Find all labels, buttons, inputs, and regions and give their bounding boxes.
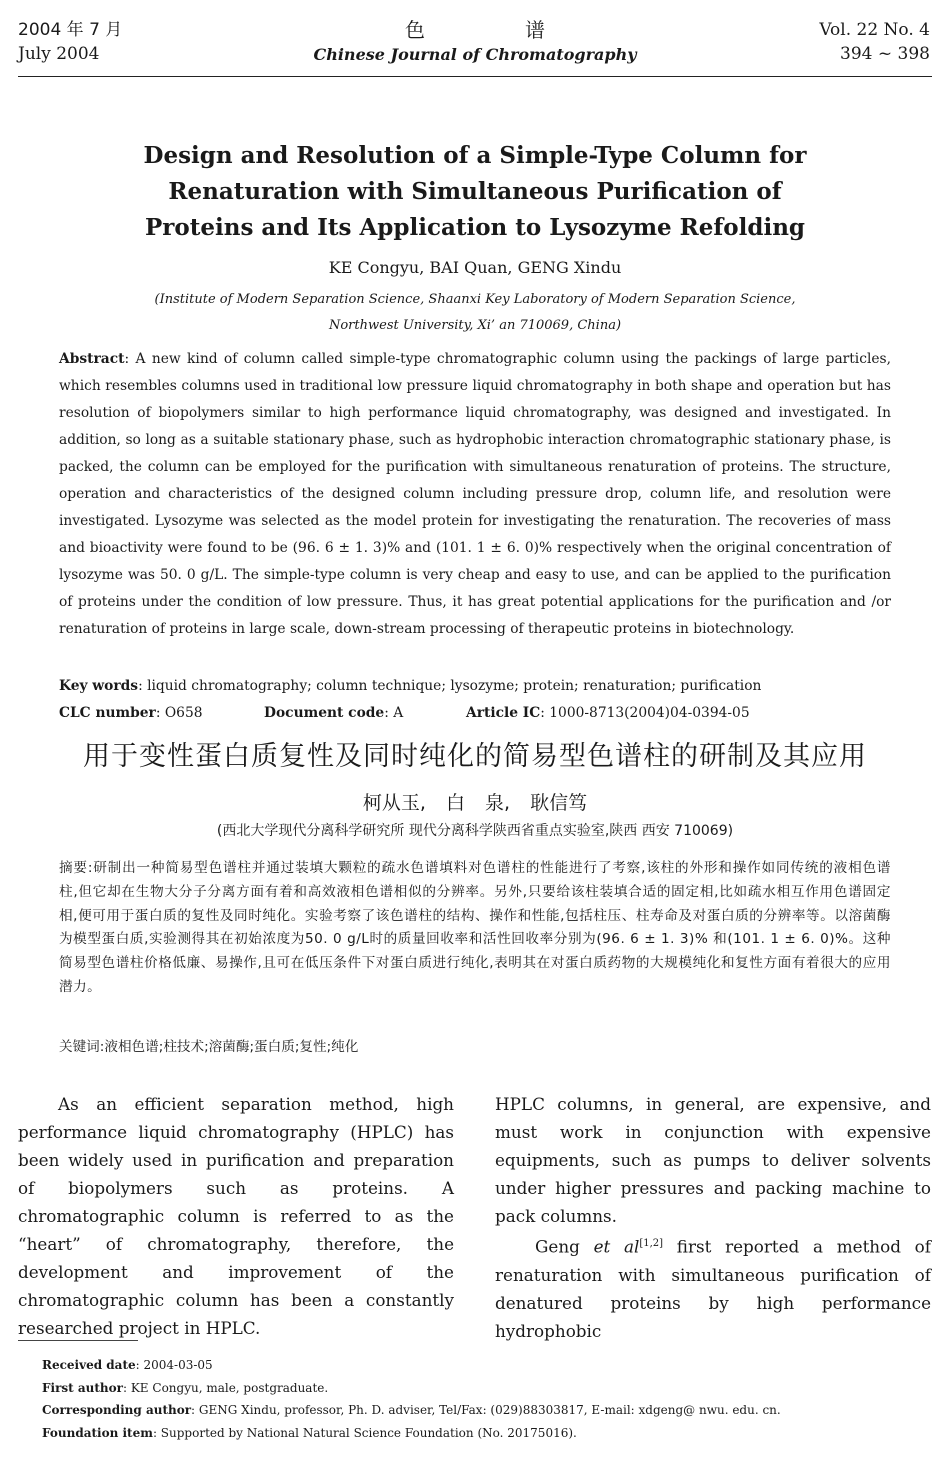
header-right (819, 18, 930, 66)
intro-paragraph-3 (495, 1230, 931, 1345)
keywords-label: Key words (59, 678, 139, 694)
issue-date-cn: 2004 年 7 月 (18, 20, 123, 40)
affiliation-line-2: Northwest University, Xi’ an 710069, China) (328, 318, 622, 333)
abstract-cn: 摘要:研制出一种简易型色谱柱并通过装填大颗粒的疏水色谱填料对色谱柱的性能进行了考察,该柱的外形和操作如同传统的液相色谱柱,但它却在生物大分子分离方面有着和高效液相色谱相似的分辨率。另外,只要给该柱装填合适的固定相,比如疏水相互作用色谱固定相,便可用于蛋白质的复性及同时纯化。实验考察了该色谱柱的结构、操作和性能,包括柱压、柱寿命及对蛋白质的分辨率等。以溶菌酶为模型蛋白质,实验测得其在初始浓度为50. 0 g/L时的质量回收率和活性回收率分别为(96. 6 ± 1. 3)% 和(101. 1 ± 6. 0)%。这种简易型色谱柱价格低廉、易操作,且可在低压条件下对蛋白质进行纯化,表明其在对蛋白质药物的大规模纯化和复性方面有着很大的应用潜力。 (59, 860, 891, 995)
page-range: 394 ~ 398 (840, 44, 930, 64)
title-cn: 用于变性蛋白质复性及同时纯化的简易型色谱柱的研制及其应用 (83, 741, 867, 772)
authors-cn: 柯从玉, 白 泉, 耿信笃 (362, 792, 588, 814)
body-column-right (495, 1090, 931, 1345)
title-line-1: Design and Resolution of a Simple-Type Column for (143, 142, 807, 169)
footnote-first-author (42, 1377, 920, 1400)
header-left (18, 18, 122, 66)
classification-line (59, 700, 891, 727)
footnote-received (42, 1354, 920, 1377)
received-value: : 2004-03-05 (135, 1358, 213, 1372)
received-label: Received date (42, 1358, 136, 1372)
footnotes (42, 1354, 920, 1444)
issue-date-en: July 2004 (18, 44, 100, 64)
title-line-2: Renaturation with Simultaneous Purification of (168, 178, 782, 205)
clc-label: CLC number (59, 705, 156, 721)
foundation-label: Foundation item (42, 1425, 153, 1440)
foundation-value: : Supported by National Natural Science Foundation (No. 20175016). (152, 1425, 577, 1440)
body-column-left (18, 1090, 454, 1342)
doc-code-label: Document code (264, 705, 385, 721)
keywords-cn: 关键词:液相色谱;柱技术;溶菌酶;蛋白质;复性;纯化 (59, 1039, 359, 1055)
author-list: KE Congyu, BAI Quan, GENG Xindu (328, 258, 622, 277)
header-rule (18, 76, 932, 77)
corresponding-value: : GENG Xindu, professor, Ph. D. adviser, Tel/Fax: (029)88303817, E-mail: xdgeng@ nwu. edu. cn. (191, 1403, 781, 1417)
keywords-en (59, 673, 891, 700)
para3-start: Geng (535, 1236, 594, 1257)
footnote-corresponding (42, 1399, 920, 1422)
first-author-value: : KE Congyu, male, postgraduate. (122, 1380, 329, 1395)
abstract-en (59, 346, 891, 643)
keywords-text: : liquid chromatography; column technique; lysozyme; protein; renaturation; purification (138, 678, 762, 694)
footnote-foundation (42, 1422, 920, 1445)
citation-ref: [1,2] (639, 1238, 664, 1249)
corresponding-label: Corresponding author (42, 1403, 192, 1417)
volume-number: Vol. 22 No. 4 (819, 20, 930, 40)
title-line-3: Proteins and Its Application to Lysozyme Refolding (144, 214, 806, 241)
affiliation (0, 287, 950, 339)
affiliation-line-1: (Institute of Modern Separation Science, Shaanxi Key Laboratory of Modern Separation Science, (154, 292, 796, 307)
doc-code-value: : A (384, 705, 404, 721)
first-author-label: First author (42, 1380, 123, 1395)
journal-name-en: Chinese Journal of Chromatography (313, 45, 637, 64)
header-center (300, 18, 650, 68)
paper-title (60, 138, 890, 246)
et-al: et al (593, 1236, 640, 1257)
clc-value: : O658 (155, 705, 203, 721)
article-id-value: : 1000-8713(2004)04-0394-05 (540, 705, 750, 721)
intro-paragraph-2: HPLC columns, in general, are expensive, and must work in conjunction with expensive equipments, such as pumps to deliver solvents under higher pressures and packing machine to pack columns. (495, 1094, 931, 1226)
intro-paragraph-1: As an efficient separation method, high performance liquid chromatography (HPLC) has been widely used in purification and preparation of biopolymers such as proteins. A chromatographic column is referred to as the “heart” of chromatography, therefore, the development and improvement of the chromatographic column has been a constantly researched project in HPLC. (18, 1094, 454, 1338)
abstract-label: Abstract (59, 351, 125, 367)
affiliation-cn: (西北大学现代分离科学研究所 现代分离科学陕西省重点实验室,陕西 西安 710069) (216, 823, 734, 839)
abstract-text: : A new kind of column called simple-type chromatographic column using the packings of large particles, which resembles columns used in traditional low pressure liquid chromatography in both shape and operation but has resolution of biopolymers similar to high performance liquid chromatography, was designed and investigated. In addition, so long as a suitable stationary phase, such as hydrophobic interaction chromatographic stationary phase, is packed, the column can be employed for the purification with simultaneous renaturation of proteins. The structure, operation and characteristics of the designed column including pressure drop, column life, and resolution were investigated. Lysozyme was selected as the model protein for investigating the renaturation. The recoveries of mass and bioactivity were found to be (96. 6 ± 1. 3)% and (101. 1 ± 6. 0)% respectively when the original concentration of lysozyme was 50. 0 g/L. The simple-type column is very cheap and easy to use, and can be applied to the purification of proteins under the condition of low pressure. Thus, it has great potential applications for the purification and /or renaturation of proteins in large scale, down-stream processing of therapeutic proteins in biotechnology. (59, 351, 891, 637)
para3-rest: first reported a method of renaturation with simultaneous purification of denatured proteins by high performance hydrophobic (495, 1236, 931, 1341)
article-id-label: Article IC (466, 705, 541, 721)
journal-name-cn: 色谱 (405, 18, 645, 42)
footnote-rule (18, 1340, 138, 1341)
